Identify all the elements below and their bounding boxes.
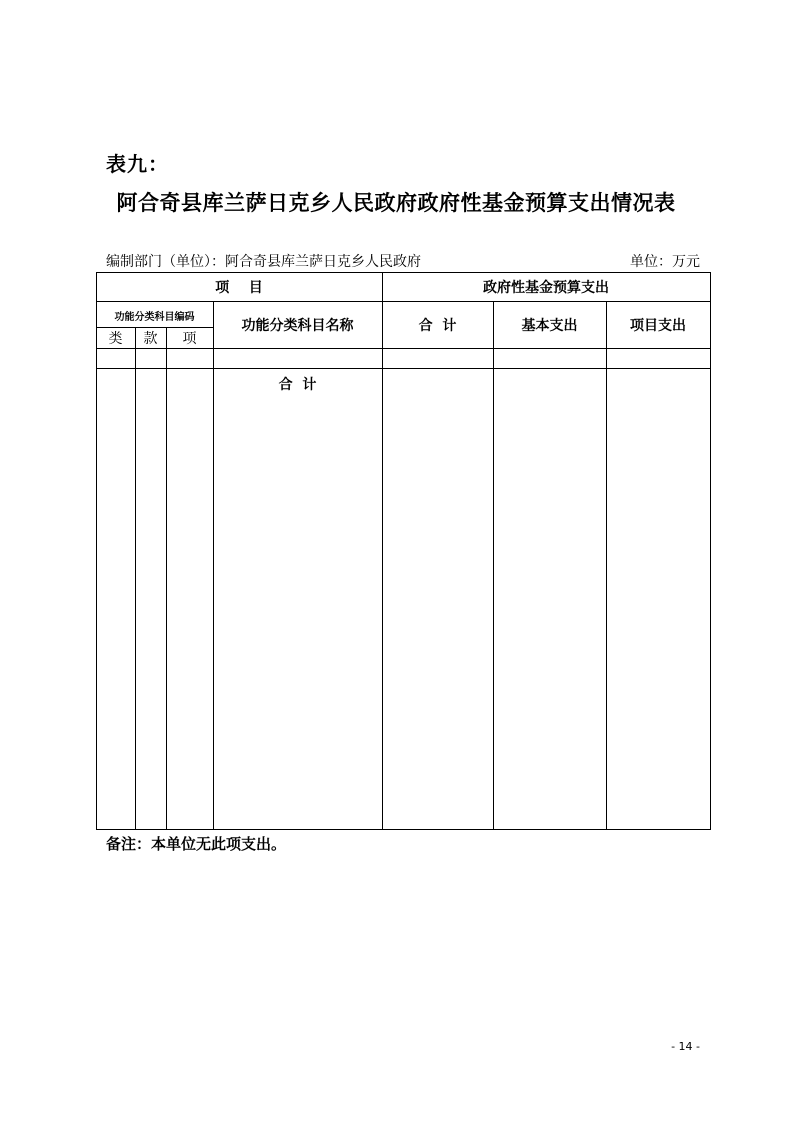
page-number: - 14 - bbox=[671, 1040, 700, 1053]
dept-label: 编制部门（单位）：阿合奇县库兰萨日克乡人民政府 bbox=[106, 254, 421, 270]
col-total: 合 计 bbox=[418, 317, 457, 334]
table-line-subheader bbox=[96, 348, 711, 349]
unit-label: 单位：万元 bbox=[630, 254, 700, 270]
col-project: 项目支出 bbox=[630, 317, 686, 334]
col-name: 功能分类科目名称 bbox=[241, 317, 354, 334]
header-budget: 政府性基金预算支出 bbox=[483, 279, 609, 296]
col-item: 项 bbox=[182, 330, 197, 347]
table-col-divider-project bbox=[382, 272, 383, 830]
col-basic: 基本支出 bbox=[521, 317, 578, 334]
col-category: 类 bbox=[108, 330, 123, 347]
footnote: 备注：本单位无此项支出。 bbox=[106, 835, 287, 853]
table-number: 表九： bbox=[106, 152, 169, 176]
col-section: 款 bbox=[143, 330, 158, 347]
table-col-divider-basic bbox=[606, 301, 607, 830]
header-project: 项 目 bbox=[215, 279, 263, 296]
header-code: 功能分类科目编码 bbox=[114, 311, 195, 323]
table-col-divider-total bbox=[493, 301, 494, 830]
table-col-divider-section bbox=[166, 327, 167, 830]
table-line-row1 bbox=[96, 368, 711, 369]
table-border-bottom bbox=[96, 829, 711, 830]
table-border-left bbox=[96, 272, 97, 830]
total-row-label: 合 计 bbox=[278, 377, 317, 393]
page-title: 阿合奇县库兰萨日克乡人民政府政府性基金预算支出情况表 bbox=[116, 190, 676, 215]
table-border-right bbox=[710, 272, 711, 830]
table-col-divider-category bbox=[135, 327, 136, 830]
